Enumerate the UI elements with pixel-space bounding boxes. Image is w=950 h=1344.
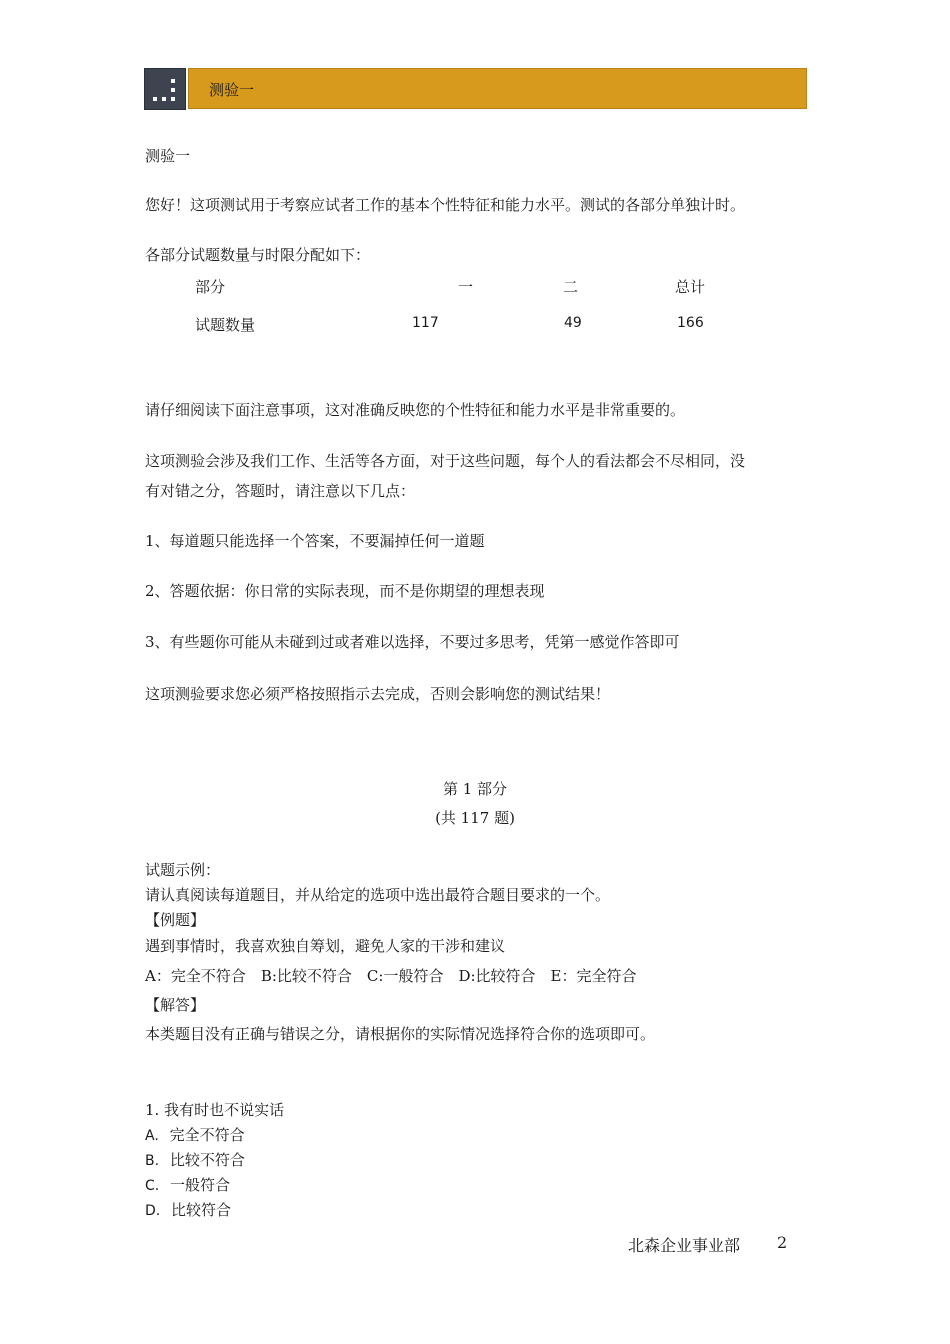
question-1-option-c — [145, 1174, 230, 1195]
allocation-label: 各部分试题数量与时限分配如下： — [145, 246, 371, 264]
option-letter: C. — [145, 1178, 160, 1194]
example-instruction: 请认真阅读每道题目，并从给定的选项中选出最符合题目要求的一个。 — [145, 886, 611, 904]
question-1-option-d — [145, 1199, 231, 1220]
table-row-label: 试题数量 — [195, 316, 256, 334]
part-question-count: (共 117 题) — [435, 809, 515, 827]
option-label: 比较不符合 — [169, 1151, 245, 1169]
option-letter: D. — [145, 1203, 161, 1219]
example-tag: 【例题】 — [145, 911, 206, 929]
option-label: 比较符合 — [171, 1201, 232, 1219]
notice-warning: 这项测验要求您必须严格按照指示去完成，否则会影响您的测试结果！ — [145, 685, 611, 703]
section-header-bar — [188, 68, 807, 109]
part-title: 第 1 部分 — [442, 780, 508, 798]
rule-item: 2、答题依据：你日常的实际表现，而不是你期望的理想表现 — [145, 582, 545, 600]
example-question: 遇到事情时，我喜欢独自筹划，避免人家的干涉和建议 — [145, 937, 506, 955]
question-1-text: 1. 我有时也不说实话 — [145, 1101, 285, 1119]
notice-scope-line-2: 有对错之分，答题时，请注意以下几点： — [145, 482, 416, 500]
table-header-one: 一 — [458, 278, 474, 296]
notice-scope-line-1: 这项测验会涉及我们工作、生活等各方面，对于这些问题，每个人的看法都会不尽相同，没 — [145, 452, 746, 470]
question-1-option-a — [145, 1124, 245, 1145]
intro-greeting: 您好！这项测试用于考察应试者工作的基本个性特征和能力水平。测试的各部分单独计时。 — [145, 196, 746, 214]
notice-read-carefully: 请仔细阅读下面注意事项，这对准确反映您的个性特征和能力水平是非常重要的。 — [145, 401, 686, 419]
option-letter: B. — [145, 1153, 160, 1169]
rule-item: 3、有些题你可能从未碰到过或者难以选择，不要过多思考，凭第一感觉作答即可 — [145, 633, 680, 651]
option-label: 完全不符合 — [169, 1126, 245, 1144]
intro-heading: 测验一 — [145, 147, 191, 165]
footer-department: 北森企业事业部 — [628, 1236, 741, 1255]
table-cell-part-two: 49 — [564, 315, 582, 331]
option-letter: A. — [145, 1128, 159, 1144]
rule-item: 1、每道题只能选择一个答案，不要漏掉任何一道题 — [145, 532, 485, 550]
answer-text: 本类题目没有正确与错误之分，请根据你的实际情况选择符合你的选项即可。 — [145, 1025, 656, 1043]
answer-tag: 【解答】 — [145, 996, 206, 1014]
table-header-total: 总计 — [675, 278, 706, 296]
table-header-two: 二 — [563, 278, 579, 296]
table-cell-part-one: 117 — [412, 315, 439, 331]
example-label: 试题示例： — [145, 861, 221, 879]
option-label: 一般符合 — [170, 1176, 231, 1194]
table-cell-total: 166 — [677, 315, 704, 331]
table-header-part: 部分 — [195, 278, 226, 296]
example-options: A：完全不符合 B:比较不符合 C:一般符合 D:比较符合 E：完全符合 — [145, 967, 637, 985]
question-1-option-b — [145, 1149, 245, 1170]
section-icon — [144, 68, 186, 110]
section-header-title: 测验一 — [209, 81, 255, 99]
footer-page-number: 2 — [777, 1233, 788, 1252]
